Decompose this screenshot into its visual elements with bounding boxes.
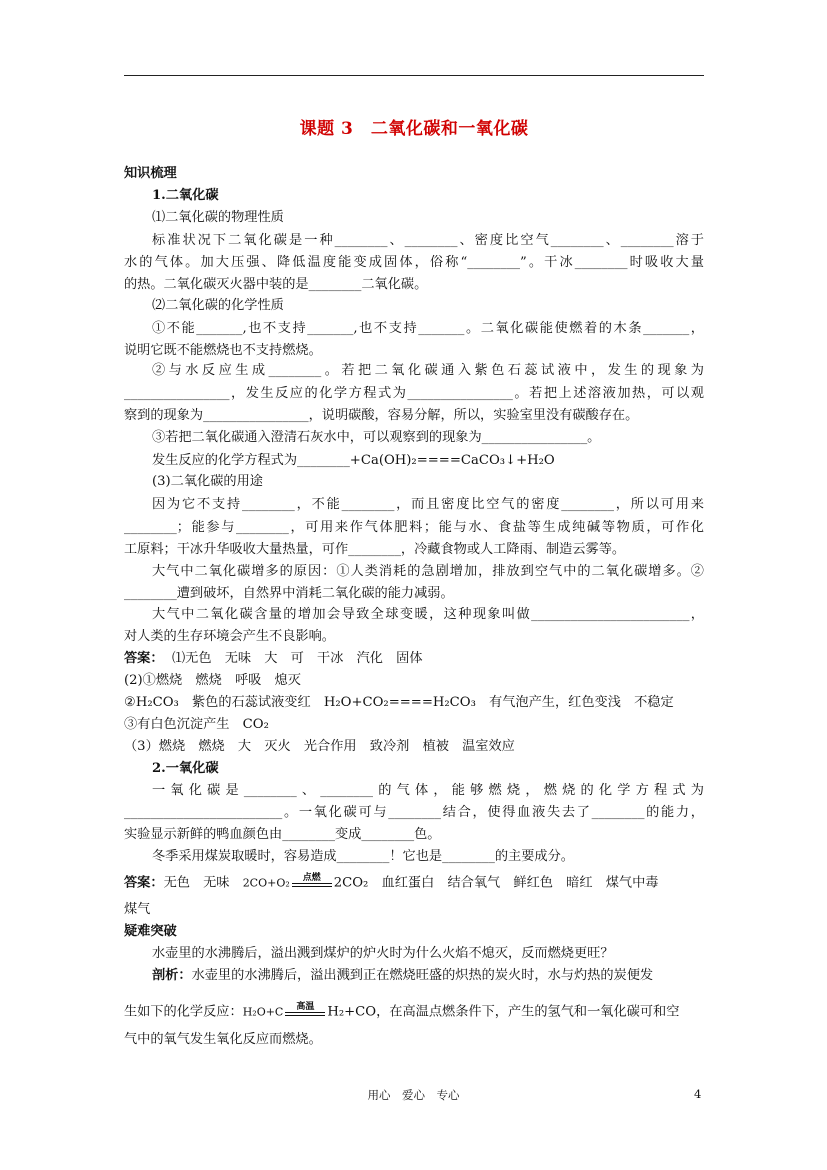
text-line: 说明它既不能燃烧也不支持燃烧。 xyxy=(124,343,322,358)
text-line: 发生反应的化学方程式为________+Ca(OH)₂====CaCO₃↓+H₂O xyxy=(152,453,555,468)
text-line: ⑴二氧化碳的物理性质 xyxy=(152,210,284,225)
answer-line xyxy=(124,873,658,894)
text-line: ⑵二氧化碳的化学性质 xyxy=(152,298,284,313)
equation-reactants: H₂O+C xyxy=(242,1005,284,1019)
text-line: 实验显示新鲜的鸭血颜色由________变成________色。 xyxy=(124,827,441,842)
analysis-text: 水壶里的水沸腾后，溢出溅到正在燃烧旺盛的炽热的炭火时，水与灼热的炭便发 xyxy=(191,968,654,983)
text-line: 一氧化碳是________、________的气体，能够燃烧，燃烧的化学方程式为 xyxy=(152,783,704,798)
text-line: 察到的现象为________________，说明碳酸，容易分解，所以，实验室里没有碳酸存在。 xyxy=(124,408,639,423)
text-line: 工原料；干冰升华吸收大量热量，可作________，冷藏食物或人工降雨、制造云雾等。 xyxy=(124,542,626,557)
analysis-line xyxy=(152,966,653,986)
answer-text: 2CO₂ 血红蛋白 结合氧气 鲜红色 暗红 煤气中毒 xyxy=(333,875,659,891)
question-text: 水壶里的水沸腾后，溢出溅到煤炉的炉火时为什么火焰不熄灭，反而燃烧更旺？ xyxy=(152,946,614,961)
text-line: (3)二氧化碳的用途 xyxy=(152,474,263,489)
section-heading-difficulty: 疑难突破 xyxy=(124,924,177,939)
text-line: 对人类的生存环境会产生不良影响。 xyxy=(124,629,335,644)
equation-reactants: 2CO+O₂ xyxy=(242,876,290,890)
text-line: 因为它不支持________，不能________，而且密度比空气的密度________，所以可用来 xyxy=(152,497,704,512)
footer-motto: 用心 爱心 专心 xyxy=(367,1088,460,1102)
section-heading-knowledge: 知识梳理 xyxy=(124,166,177,181)
text-line: 冬季采用煤炭取暖时，容易造成________！它也是________的主要成分。 xyxy=(152,849,574,864)
answer-line: (2)①燃烧 燃烧 呼吸 熄灭 xyxy=(124,673,301,688)
answer-line: ③有白色沉淀产生 CO₂ xyxy=(124,717,269,732)
text-line: ②与水反应生成________。若把二氧化碳通入紫色石蕊试液中，发生的现象为 xyxy=(152,363,704,378)
text-line: 大气中二氧化碳含量的增加会导致全球变暖，这种现象叫做________________________， xyxy=(152,607,704,622)
subheading-co2: 1.二氧化碳 xyxy=(152,188,219,203)
text-line: ①不能_______,也不支持_______,也不支持_______。二氧化碳能使燃着的木条_______， xyxy=(152,321,704,336)
reaction-condition: 点燃 xyxy=(302,873,321,883)
reaction-condition: 高温 xyxy=(296,1002,315,1012)
text-line: ________________，发生反应的化学方程式为________________。若把上述溶液加热，可以观 xyxy=(124,386,704,401)
answer-line: ⑴无色 无味 大 可 干冰 汽化 固体 xyxy=(172,651,423,666)
answer-line: （3）燃烧 燃烧 大 灭火 光合作用 致冷剂 植被 温室效应 xyxy=(124,739,515,754)
answer-line: 煤气 xyxy=(124,902,151,917)
analysis-label: 剖析： xyxy=(152,968,192,983)
analysis-line: 气中的氧气发生氧化反应而燃烧。 xyxy=(124,1032,322,1047)
answer-text: 无色 无味 xyxy=(163,875,243,891)
answer-label: 答案： xyxy=(124,651,164,666)
reaction-arrow-icon xyxy=(283,1002,327,1022)
reaction-arrow-icon xyxy=(290,873,334,893)
answer-line: ②H₂CO₃ 紫色的石蕊试液变红 H₂O+CO₂====H₂CO₃ 有气泡产生，红色变浅 不稳定 xyxy=(124,695,674,710)
text-line: 标准状况下二氧化碳是一种________、________、密度比空气________、________溶于 xyxy=(152,233,704,248)
text-line: ________________________。一氧化碳可与________结合，使得血液失去了________的能力， xyxy=(124,805,704,820)
text-line: 的热。二氧化碳灭火器中装的是________二氧化碳。 xyxy=(124,277,428,292)
text-line: ③若把二氧化碳通入澄清石灰水中，可以观察到的现象为________________。 xyxy=(152,430,601,445)
analysis-text: H₂+CO，在高温点燃条件下，产生的氢气和一氧化碳可和空 xyxy=(327,1004,680,1020)
subheading-co: 2.一氧化碳 xyxy=(152,761,219,776)
header-rule xyxy=(124,75,704,76)
text-line: ________；能参与________，可用来作气体肥料；能与水、食盐等生成纯碱等物质，可作化 xyxy=(124,520,704,535)
analysis-line xyxy=(124,1002,679,1023)
text-line: 大气中二氧化碳增多的原因：①人类消耗的急剧增加，排放到空气中的二氧化碳增多。② xyxy=(152,564,704,579)
answer-label: 答案： xyxy=(124,875,164,891)
page-title: 课题 3 二氧化碳和一氧化碳 xyxy=(299,119,529,139)
analysis-text: 生如下的化学反应： xyxy=(124,1004,243,1020)
text-line: 水的气体。加大压强、降低温度能变成固体，俗称“________”。干冰________时吸收大量 xyxy=(124,255,704,270)
text-line: ________遭到破坏，自然界中消耗二氧化碳的能力减弱。 xyxy=(124,586,454,601)
page-number: 4 xyxy=(694,1087,702,1101)
